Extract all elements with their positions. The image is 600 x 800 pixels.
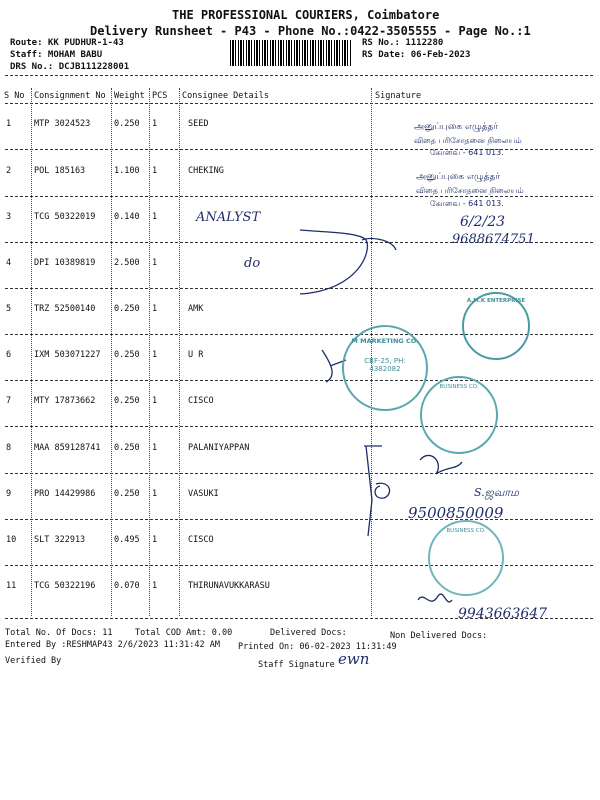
row-6-pcs: 1 (152, 350, 158, 360)
row-11-consignment: TCG 50322196 (34, 581, 96, 591)
col-consignee: Consignee Details (182, 91, 269, 101)
route-label: Route: KK PUDHUR-1-43 (10, 38, 124, 48)
marketing-stamp-inner: CBF-25, PH: 4382082 (364, 357, 406, 373)
row-9-weight: 0.250 (114, 489, 140, 499)
total-docs: Total No. Of Docs: 11 (5, 628, 113, 638)
row-11-weight: 0.070 (114, 581, 140, 591)
row-7-weight: 0.250 (114, 396, 140, 406)
row-8-consignee: PALANIYAPPAN (188, 443, 250, 453)
row-1-consignment: MTP 3024523 (34, 119, 91, 129)
col-pcs: PCS (152, 91, 168, 101)
row-3-pcs: 1 (152, 212, 158, 222)
non-delivered-docs: Non Delivered Docs: (390, 631, 488, 641)
row-7-consignee: CISCO (188, 396, 214, 406)
row-6-consignment: IXM 503071227 (34, 350, 101, 360)
delivered-docs: Delivered Docs: (270, 628, 347, 638)
row-7-sno: 7 (6, 396, 12, 406)
row-1-pcs: 1 (152, 119, 158, 129)
marketing-company-stamp (342, 325, 428, 411)
row-9-handwritten-phone: 9500850009 (408, 504, 504, 522)
row-11-pcs: 1 (152, 581, 158, 591)
marketing-stamp-name: M MARKETING CO. (351, 337, 419, 345)
row-8-pcs: 1 (152, 443, 158, 453)
business-stamp-1 (420, 376, 498, 454)
row-7-pcs: 1 (152, 396, 158, 406)
row-5-weight: 0.250 (114, 304, 140, 314)
row-10-consignment: SLT 322913 (34, 535, 86, 545)
row-1-consignee: SEED (188, 119, 209, 129)
row-3-consignment: TCG 50322019 (34, 212, 96, 222)
row-9-handwritten-name: S.ஜவாம (474, 486, 519, 499)
row-1-weight: 0.250 (114, 119, 140, 129)
row-4-handwritten-note: do (244, 256, 261, 271)
row-5-sno: 5 (6, 304, 12, 314)
row-2-consignee: CHEKING (188, 166, 224, 176)
row-11-handwritten-phone: 9943663647 (458, 606, 548, 622)
col-consignment: Consignment No (34, 91, 106, 101)
row-3-sno: 3 (6, 212, 12, 222)
amk-stamp-text: A.M.K ENTERPRISE (466, 298, 526, 304)
entered-by: Entered By :RESHMAP43 2/6/2023 11:31:42 AM (5, 640, 220, 650)
row-6-sno: 6 (6, 350, 12, 360)
row-2-pcs: 1 (152, 166, 158, 176)
row-8-weight: 0.250 (114, 443, 140, 453)
row-10-sno: 10 (6, 535, 17, 545)
row-5-pcs: 1 (152, 304, 158, 314)
row-11-sno: 11 (6, 581, 17, 591)
row-3-weight: 0.140 (114, 212, 140, 222)
staff-signature-label: Staff Signature (258, 660, 335, 670)
row-9-sno: 9 (6, 489, 12, 499)
rs-number: RS No.: 1112280 (362, 38, 444, 48)
row-7-consignment: MTY 17873662 (34, 396, 96, 406)
stamp-tamil-2b: விதை பரிசோதனை நிலையம் (416, 186, 524, 195)
row-8-consignment: MAA 859128741 (34, 443, 101, 453)
stamp-tamil-1c: கோவை - 641 013. (430, 148, 504, 157)
row-2-consignment: POL 185163 (34, 166, 86, 176)
row-10-pcs: 1 (152, 535, 158, 545)
row-11-consignee: THIRUNAVUKKARASU (188, 581, 270, 591)
row-5-consignment: TRZ 52500140 (34, 304, 96, 314)
row-2-weight: 1.100 (114, 166, 140, 176)
row-2-sno: 2 (6, 166, 12, 176)
row-4-weight: 2.500 (114, 258, 140, 268)
row-9-consignee: VASUKI (188, 489, 219, 499)
business-stamp-1-text: BUSINESS CO. (439, 384, 479, 390)
row-6-consignee: U R (188, 350, 204, 360)
amk-enterprise-stamp (462, 292, 530, 360)
stamp-tamil-1a: அனுப்புகை எழுத்தர் (414, 122, 499, 132)
staff-signature-initials: ewn (338, 650, 370, 668)
row-9-consignment: PRO 14429986 (34, 489, 96, 499)
row-9-pcs: 1 (152, 489, 158, 499)
row-10-weight: 0.495 (114, 535, 140, 545)
row-10-consignee: CISCO (188, 535, 214, 545)
drs-number: DRS No.: DCJB111228001 (10, 62, 130, 72)
printed-on: Printed On: 06-02-2023 11:31:49 (238, 642, 397, 652)
col-signature: Signature (375, 91, 422, 101)
row-4-pcs: 1 (152, 258, 158, 268)
stamp-tamil-2a: அனுப்புகை எழுத்தர் (416, 172, 501, 182)
total-cod-amount: Total COD Amt: 0.00 (135, 628, 233, 638)
business-stamp-2 (428, 520, 504, 596)
row-3-handwritten-note: ANALYST (196, 210, 261, 225)
col-sno: S No (4, 91, 25, 101)
row-5-consignee: AMK (188, 304, 204, 314)
row-4-consignment: DPI 10389819 (34, 258, 96, 268)
stamp-tamil-2c: கோவை - 641 013. (430, 199, 504, 208)
row-1-sno: 1 (6, 119, 12, 129)
business-stamp-2-text: BUSINESS CO. (446, 528, 486, 534)
rs-date: RS Date: 06-Feb-2023 (362, 50, 471, 60)
row-3-handwritten-date: 6/2/23 (460, 214, 506, 230)
row-3-handwritten-phone: 9688674751 (452, 232, 535, 247)
runsheet-title: Delivery Runsheet - P43 - Phone No.:0422-3505555 - Page No.:1 (90, 24, 531, 38)
row-6-weight: 0.250 (114, 350, 140, 360)
stamp-tamil-1b: விதை பரிசோதனை நிலையம் (414, 136, 522, 145)
company-name: THE PROFESSIONAL COURIERS, Coimbatore (172, 8, 440, 22)
row-8-sno: 8 (6, 443, 12, 453)
verified-by: Verified By (5, 656, 62, 666)
row-4-sno: 4 (6, 258, 12, 268)
staff-label: Staff: MOHAM BABU (10, 50, 103, 60)
col-weight: Weight (114, 91, 145, 101)
